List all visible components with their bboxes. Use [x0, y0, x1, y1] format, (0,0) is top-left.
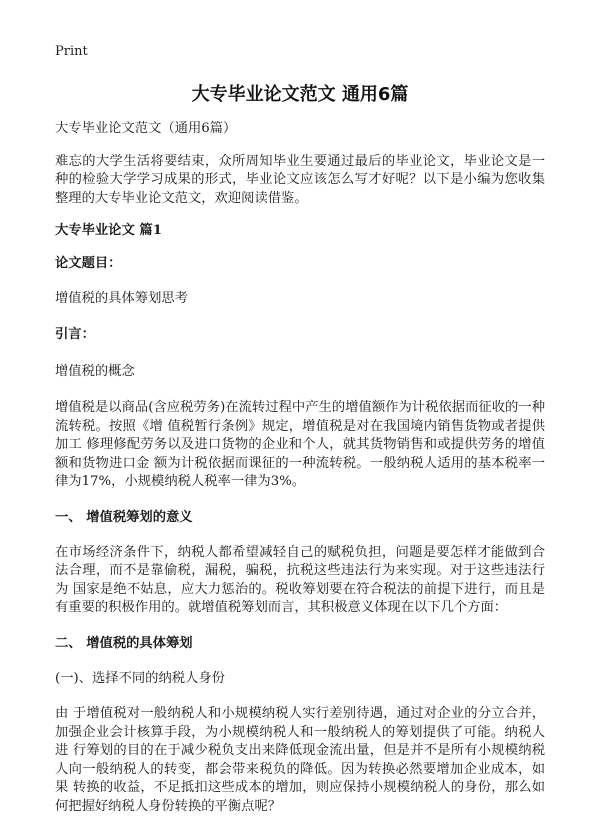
significance-paragraph: 在市场经济条件下，纳税人都希望减轻自己的赋税负担，问题是要怎样才能做到合法合理，而不是靠偷税，漏税，骗税，抗税这些违法行为来实现。对于这些违法行为 国家是绝不姑息，应大力惩治的。税收筹划要在符合税法的前提下进行，而且是有重要的积极作用的。就增值税筹划而言，其积极意义体现在以下几个方面：: [55, 544, 545, 615]
sub-heading-taxpayer-identity: (一)、选择不同的纳税人身份: [55, 670, 225, 686]
heading-significance: 一、 增值税筹划的意义: [55, 509, 193, 525]
heading-specific-planning: 二、 增值税的具体筹划: [55, 635, 193, 651]
intro-paragraph: 难忘的大学生活将要结束，众所周知毕业生要通过最后的毕业论文，毕业论文是一种的检验大学学习成果的形式，毕业论文应该怎么写才好呢？以下是小编为您收集整理的大专毕业论文范文，欢迎阅读借鉴。: [55, 153, 545, 206]
paper-title: 增值税的具体筹划思考: [55, 291, 188, 306]
identity-paragraph: 由 于增值税对一般纳税人和小规模纳税人实行差别待遇，通过对企业的分立合并，加强企业会计核算手段，为小规模纳税人和一般纳税人的筹划提供了可能。纳税人进 行筹划的目的在于减少税负支出来降低现金流出量，但是并不是所有小规模纳税人向一般纳税人的转变，都会带来税负的降低。因为转换必然要增加企业成本，如果 转换的收益，不足抵扣这些成本的增加，则应保持小规模纳税人的身份，那么如何把握好纳税人身份转换的平衡点呢？: [55, 706, 545, 814]
concept-heading: 增值税的概念: [55, 363, 135, 379]
document-subtitle: 大专毕业论文范文（通用6篇）: [55, 121, 237, 136]
section-heading: 大专毕业论文 篇1: [55, 223, 162, 238]
page-title: 大专毕业论文范文 通用6篇: [191, 84, 409, 105]
concept-paragraph: 增值税是以商品(含应税劳务)在流转过程中产生的增值额作为计税依据而征收的一种流转税。按照《增 值税暂行条例》规定，增值税是对在我国境内销售货物或者提供加工 修理修配劳务以及进口货物的企业和个人，就其货物销售和或提供劳务的增值额和货物进口金 额为计税依据而课征的一种流转税。一般纳税人适用的基本税率一律为17%，小规模纳税人税率一律为3%。: [55, 400, 545, 489]
preface-label: 引言：: [55, 326, 95, 342]
print-button[interactable]: Print: [55, 44, 88, 59]
paper-title-label: 论文题目：: [55, 256, 122, 271]
document-body: [55, 120, 545, 816]
